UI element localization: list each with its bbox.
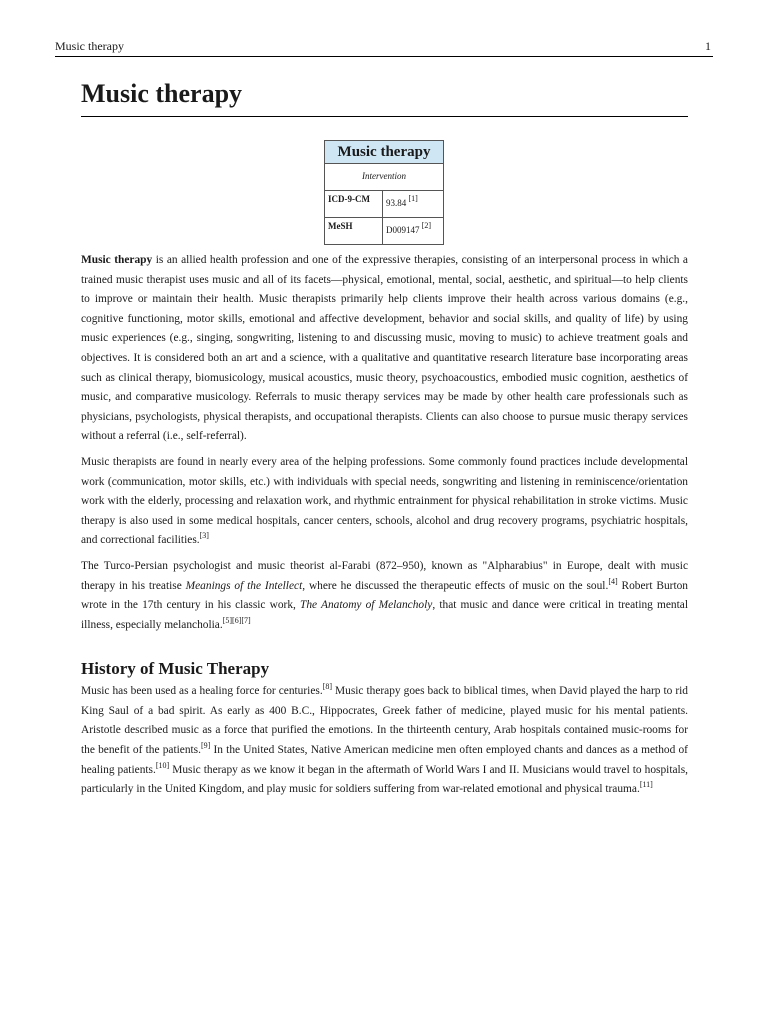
history-paragraph-1 <box>81 682 688 800</box>
page-number: 1 <box>705 39 711 53</box>
page-title: Music therapy <box>81 76 688 117</box>
intro-paragraph-3 <box>81 557 688 635</box>
reference-link[interactable]: [5][6][7] <box>222 615 251 625</box>
running-header <box>55 38 713 57</box>
infobox-title: Music therapy <box>325 141 443 164</box>
text-run: Music therapists are found in nearly every area of the helping professions. Some commonly found practices include developmental work (communication, motor skills, etc.) with individuals with special needs, songwriting and listening in reminiscence/orientation work with the elderly, processing and relaxation work, and rhythmic entrainment for physical rehabilitation in stroke victims. Music therapy is also used in some medical hospitals, cancer centers, schools, alcohol and drug recovery programs, psychiatric hospitals, and correctional facilities. <box>81 455 688 547</box>
infobox-row-icd <box>325 191 443 217</box>
mesh-code: D009147 <box>386 225 420 235</box>
infobox-subtitle: Intervention <box>325 164 443 191</box>
text-run: Robert Burton wrote in the 17th century in his classic work, <box>81 579 689 612</box>
infobox-key: ICD-9-CM <box>328 194 370 204</box>
infobox-value <box>382 191 443 217</box>
reference-link[interactable]: [3] <box>199 531 209 541</box>
section-heading-history: History of Music Therapy <box>81 659 270 679</box>
intro-paragraph-1 <box>81 251 688 447</box>
text-run: Music therapy goes back to biblical times, when David played the harp to rid King Saul of a bad spirit. As early as 400 B.C., Hippocrates, Greek father of medicine, played music for his mental patients. Aristotle described music as a force that purified the emotions. In the thirteenth century, Arab hospitals contained music-rooms for the benefit of the patients. <box>81 685 688 757</box>
reference-link[interactable]: [10] <box>155 760 170 770</box>
reference-link[interactable]: [1] <box>408 194 418 203</box>
text-run: Music has been used as a healing force for centuries. <box>81 685 323 698</box>
text-run: , where he discussed the therapeutic effects of music on the soul. <box>302 579 609 592</box>
infobox-value <box>382 218 443 244</box>
reference-link[interactable]: [2] <box>421 221 432 230</box>
article-body <box>81 251 688 806</box>
text-run: Music therapy as we know it began in the aftermath of World Wars I and II. Musicians would travel to hospitals, particularly in the United Kingdom, and play music for soldiers suffering from war-related emotional and physical trauma. <box>81 763 689 796</box>
text-run: In the United States, Native American medicine men often employed chants and dances as a method of healing patients. <box>81 744 688 776</box>
italic-title: Meanings of the Intellect <box>185 579 303 592</box>
italic-title: The Anatomy of Melancholy <box>299 599 433 612</box>
icd-code: 93.84 <box>386 198 407 208</box>
reference-link[interactable]: [4] <box>608 576 618 586</box>
reference-link[interactable]: [11] <box>639 780 653 790</box>
reference-link[interactable]: [8] <box>322 682 333 692</box>
text-run: The Turco-Persian psychologist and music theorist al-Farabi (872–950), known as "Alpharabius" in Europe, dealt with music therapy in his treatise <box>81 559 688 592</box>
infobox-key: MeSH <box>328 221 353 231</box>
bold-term: Music therapy <box>81 254 153 266</box>
infobox-row-mesh <box>325 217 443 244</box>
intro-paragraph-2 <box>81 453 688 551</box>
running-title: Music therapy <box>55 39 124 53</box>
text-run: is an allied health profession and one of the expressive therapies, consisting of an interpersonal process in which a trained music therapist uses music and all of its facets—physical, emotional, mental, social, aesthetic, and spiritual—to help clients to improve or maintain their health. Music therapists primarily help clients improve their health across various domains (e.g., cognitive functioning, motor skills, emotional and affective development, behavior and social skills, and quality of life) by using music experiences (e.g., singing, songwriting, listening to and discussing music, moving to music) to achieve treatment goals and objectives. It is considered both an art and a science, with a qualitative and quantitative research literature base incorporating areas such as clinical therapy, biomusicology, musical acoustics, music theory, psychoacoustics, embodied music cognition, aesthetics of music, and comparative musicology. Referrals to music therapy services may be made by other health care professionals such as physicians, psychologists, physical therapists, and occupational therapists. Clients can also choose to pursue music therapy services without a referral (i.e., self-referral). <box>81 254 688 443</box>
infobox <box>324 140 444 245</box>
text-run: , that music and dance were critical in treating mental illness, especially melancholia. <box>81 599 688 631</box>
reference-link[interactable]: [9] <box>200 741 211 751</box>
